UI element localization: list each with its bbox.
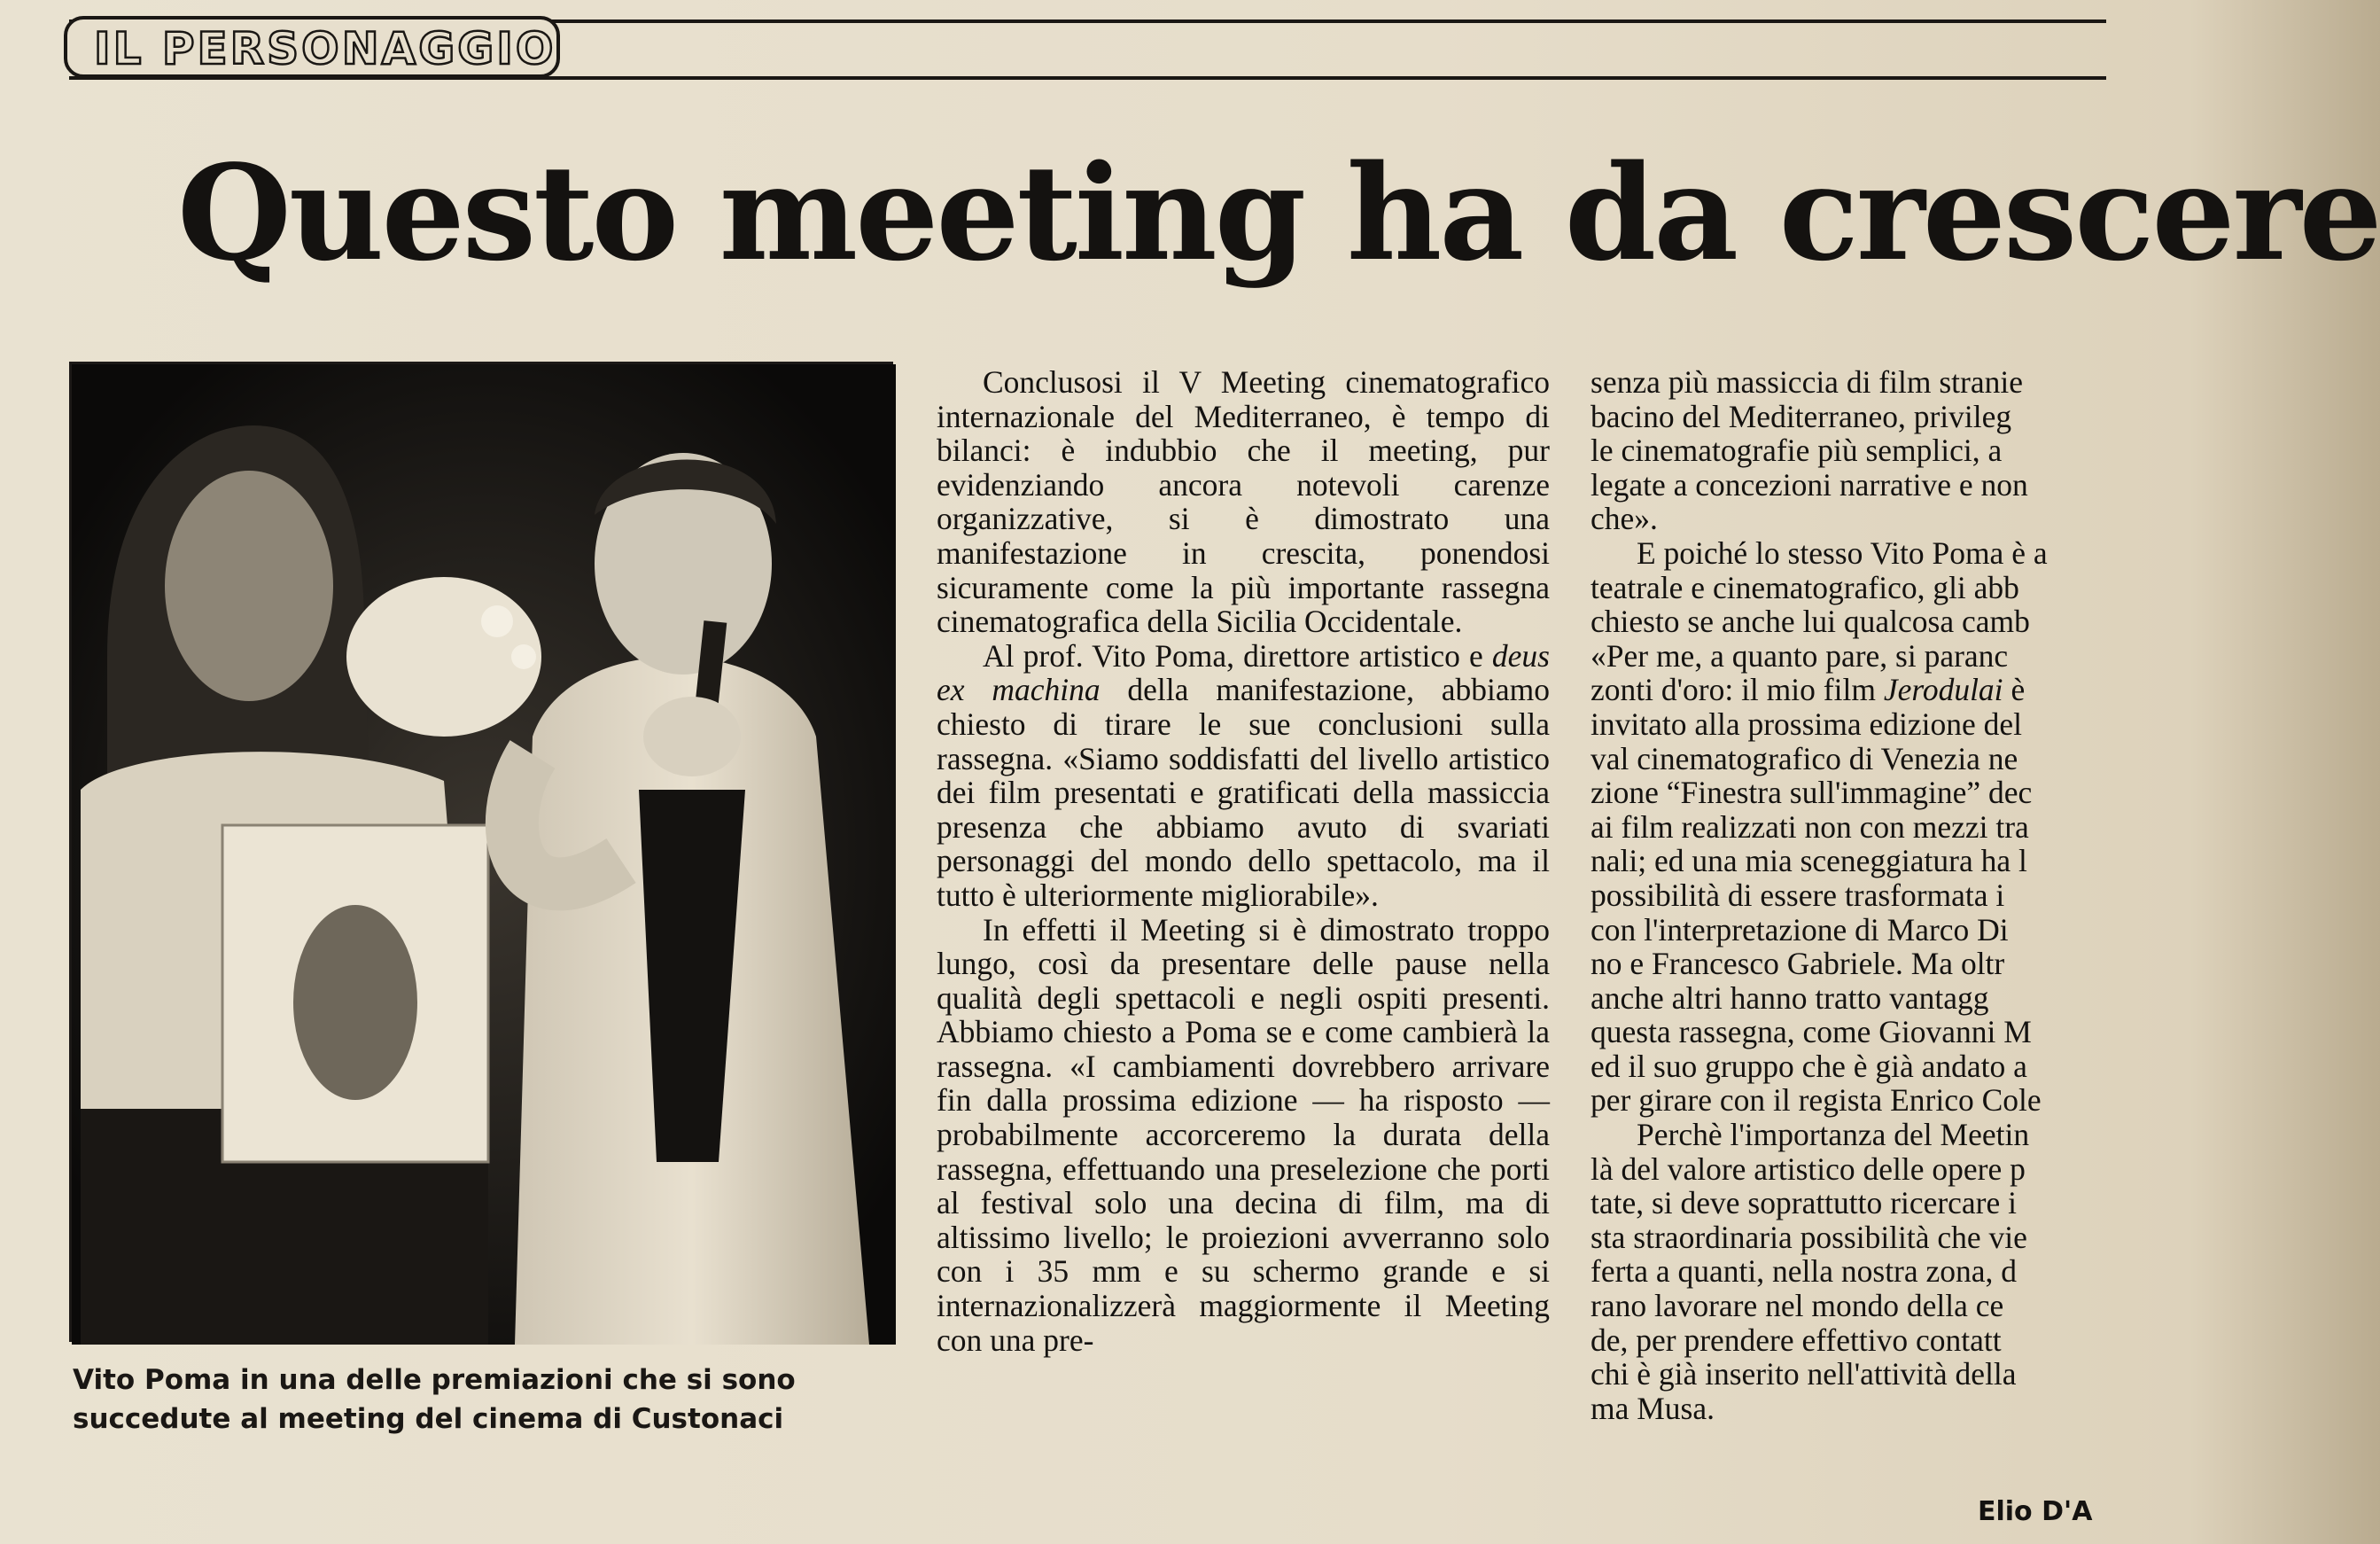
column-2-line: rano lavorare nel mondo della ce [1591, 1288, 2004, 1324]
column-2-line: legate a concezioni narrative e non [1591, 466, 2028, 503]
section-label: IL PERSONAGGIO [94, 23, 556, 74]
column-2-line: no e Francesco Gabriele. Ma oltr [1591, 946, 2005, 982]
paragraph-2-italic: deus ex machina [937, 637, 1550, 708]
column-2-line: zione “Finestra sull'immagine” dec [1591, 775, 2033, 811]
column-2-line: ferta a quanti, nella nostra zona, d [1591, 1253, 2018, 1290]
headline: Questo meeting ha da crescere [177, 136, 2380, 290]
column-2-line: per girare con il regista Enrico Cole [1591, 1082, 2042, 1119]
paragraph-2-end: della manifestazione, abbiamo chiesto di tirare le sue conclusioni sulla rassegna. «Siamo soddisfatti del livello artistico dei film presentati e gratificati della massiccia presenza che abbiamo avuto di svariati personaggi del mondo dello spettacolo, ma il tutto è ulteriormente migliorabile». [937, 672, 1550, 913]
column-2-line: bacino del Mediterraneo, privileg [1591, 398, 2012, 434]
column-2-line: E poiché lo stesso Vito Poma è a [1637, 534, 2048, 571]
author-byline: Elio D'A [1978, 1496, 2093, 1527]
section-rubric [64, 16, 560, 78]
column-2-line: le cinematografie più semplici, a [1591, 433, 2003, 469]
column-2-line: chiesto se anche lui qualcosa camb [1591, 604, 2030, 640]
column-2-line: tate, si deve soprattutto ricercare i [1591, 1185, 2018, 1221]
column-2-line: de, per prendere effettivo contatt [1591, 1322, 2002, 1358]
article-column-1 [937, 365, 1550, 1357]
paragraph-1: Conclusosi il V Meeting cinematografico internazionale del Mediterraneo, è tempo di bilanci: è indubbio che il meeting, pur evidenziando ancora notevoli carenze organizzative, si è dimostrato una manifestazione in crescita, ponendosi sicuramente come la più importante rassegna cinematografica della Sicilia Occidentale. [937, 364, 1550, 640]
article-column-2 [1591, 365, 2140, 1425]
column-2-line: anche altri hanno tratto vantagg [1591, 979, 1989, 1016]
column-2-line: possibilità di essere trasformata i [1591, 877, 2005, 913]
column-2-line: ai film realizzati non con mezzi tra [1591, 808, 2029, 845]
column-2-line: «Per me, a quanto pare, si paranc [1591, 637, 2009, 674]
caption-line-2: succedute al meeting del cinema di Custonaci [73, 1403, 784, 1435]
news-photo [69, 362, 893, 1342]
film-line-start: zonti d'oro: il mio film [1591, 672, 1884, 708]
column-2-line-film [1591, 673, 2140, 707]
film-line-end: è [2003, 672, 2026, 708]
column-2-line: nali; ed una mia sceneggiatura ha l [1591, 843, 2027, 879]
column-2-line: questa rassegna, come Giovanni M [1591, 1014, 2032, 1050]
paragraph-2-start: Al prof. Vito Poma, direttore artistico e [983, 637, 1492, 674]
column-2-line: invitato alla prossima edizione del [1591, 706, 2022, 742]
column-2-line: con l'interpretazione di Marco Di [1591, 911, 2009, 947]
photo-icon [72, 364, 896, 1345]
column-2-line: teatrale e cinematografico, gli abb [1591, 569, 2019, 605]
paragraph-3: In effetti il Meeting si è dimostrato troppo lungo, così da presentare delle pause nella qualità degli spettacoli e negli ospiti presenti. Abbiamo chiesto a Poma se e come cambierà la rassegna. «I cambiamenti dovrebbero arrivare fin dalla prossima edizione — ha risposto —probabilmente accorceremo la durata della rassegna, effettuando una preselezione che porti al festival solo una decina di film, ma di altissimo livello; le proiezioni avverranno solo con i 35 mm e su schermo grande e si internazionalizzerà maggiormente il Meeting con una pre- [937, 911, 1550, 1358]
column-2-line: sta straordinaria possibilità che vie [1591, 1219, 2027, 1255]
film-title: Jerodulai [1883, 672, 2003, 708]
column-2-line: là del valore artistico delle opere p [1591, 1150, 2026, 1187]
photo-caption [73, 1361, 906, 1439]
column-2-line: Perchè l'importanza del Meetin [1637, 1117, 2030, 1153]
column-2-line: val cinematografico di Venezia ne [1591, 740, 2018, 776]
column-2-line: ed il suo gruppo che è già andato a [1591, 1048, 2027, 1084]
column-2-line: ma Musa. [1591, 1390, 1715, 1426]
caption-line-1: Vito Poma in una delle premiazioni che si sono [73, 1364, 796, 1396]
column-2-line: che». [1591, 501, 1658, 537]
column-2-line: senza più massiccia di film stranie [1591, 364, 2023, 400]
column-2-line: chi è già inserito nell'attività della [1591, 1356, 2017, 1392]
paragraph-2 [937, 639, 1550, 913]
